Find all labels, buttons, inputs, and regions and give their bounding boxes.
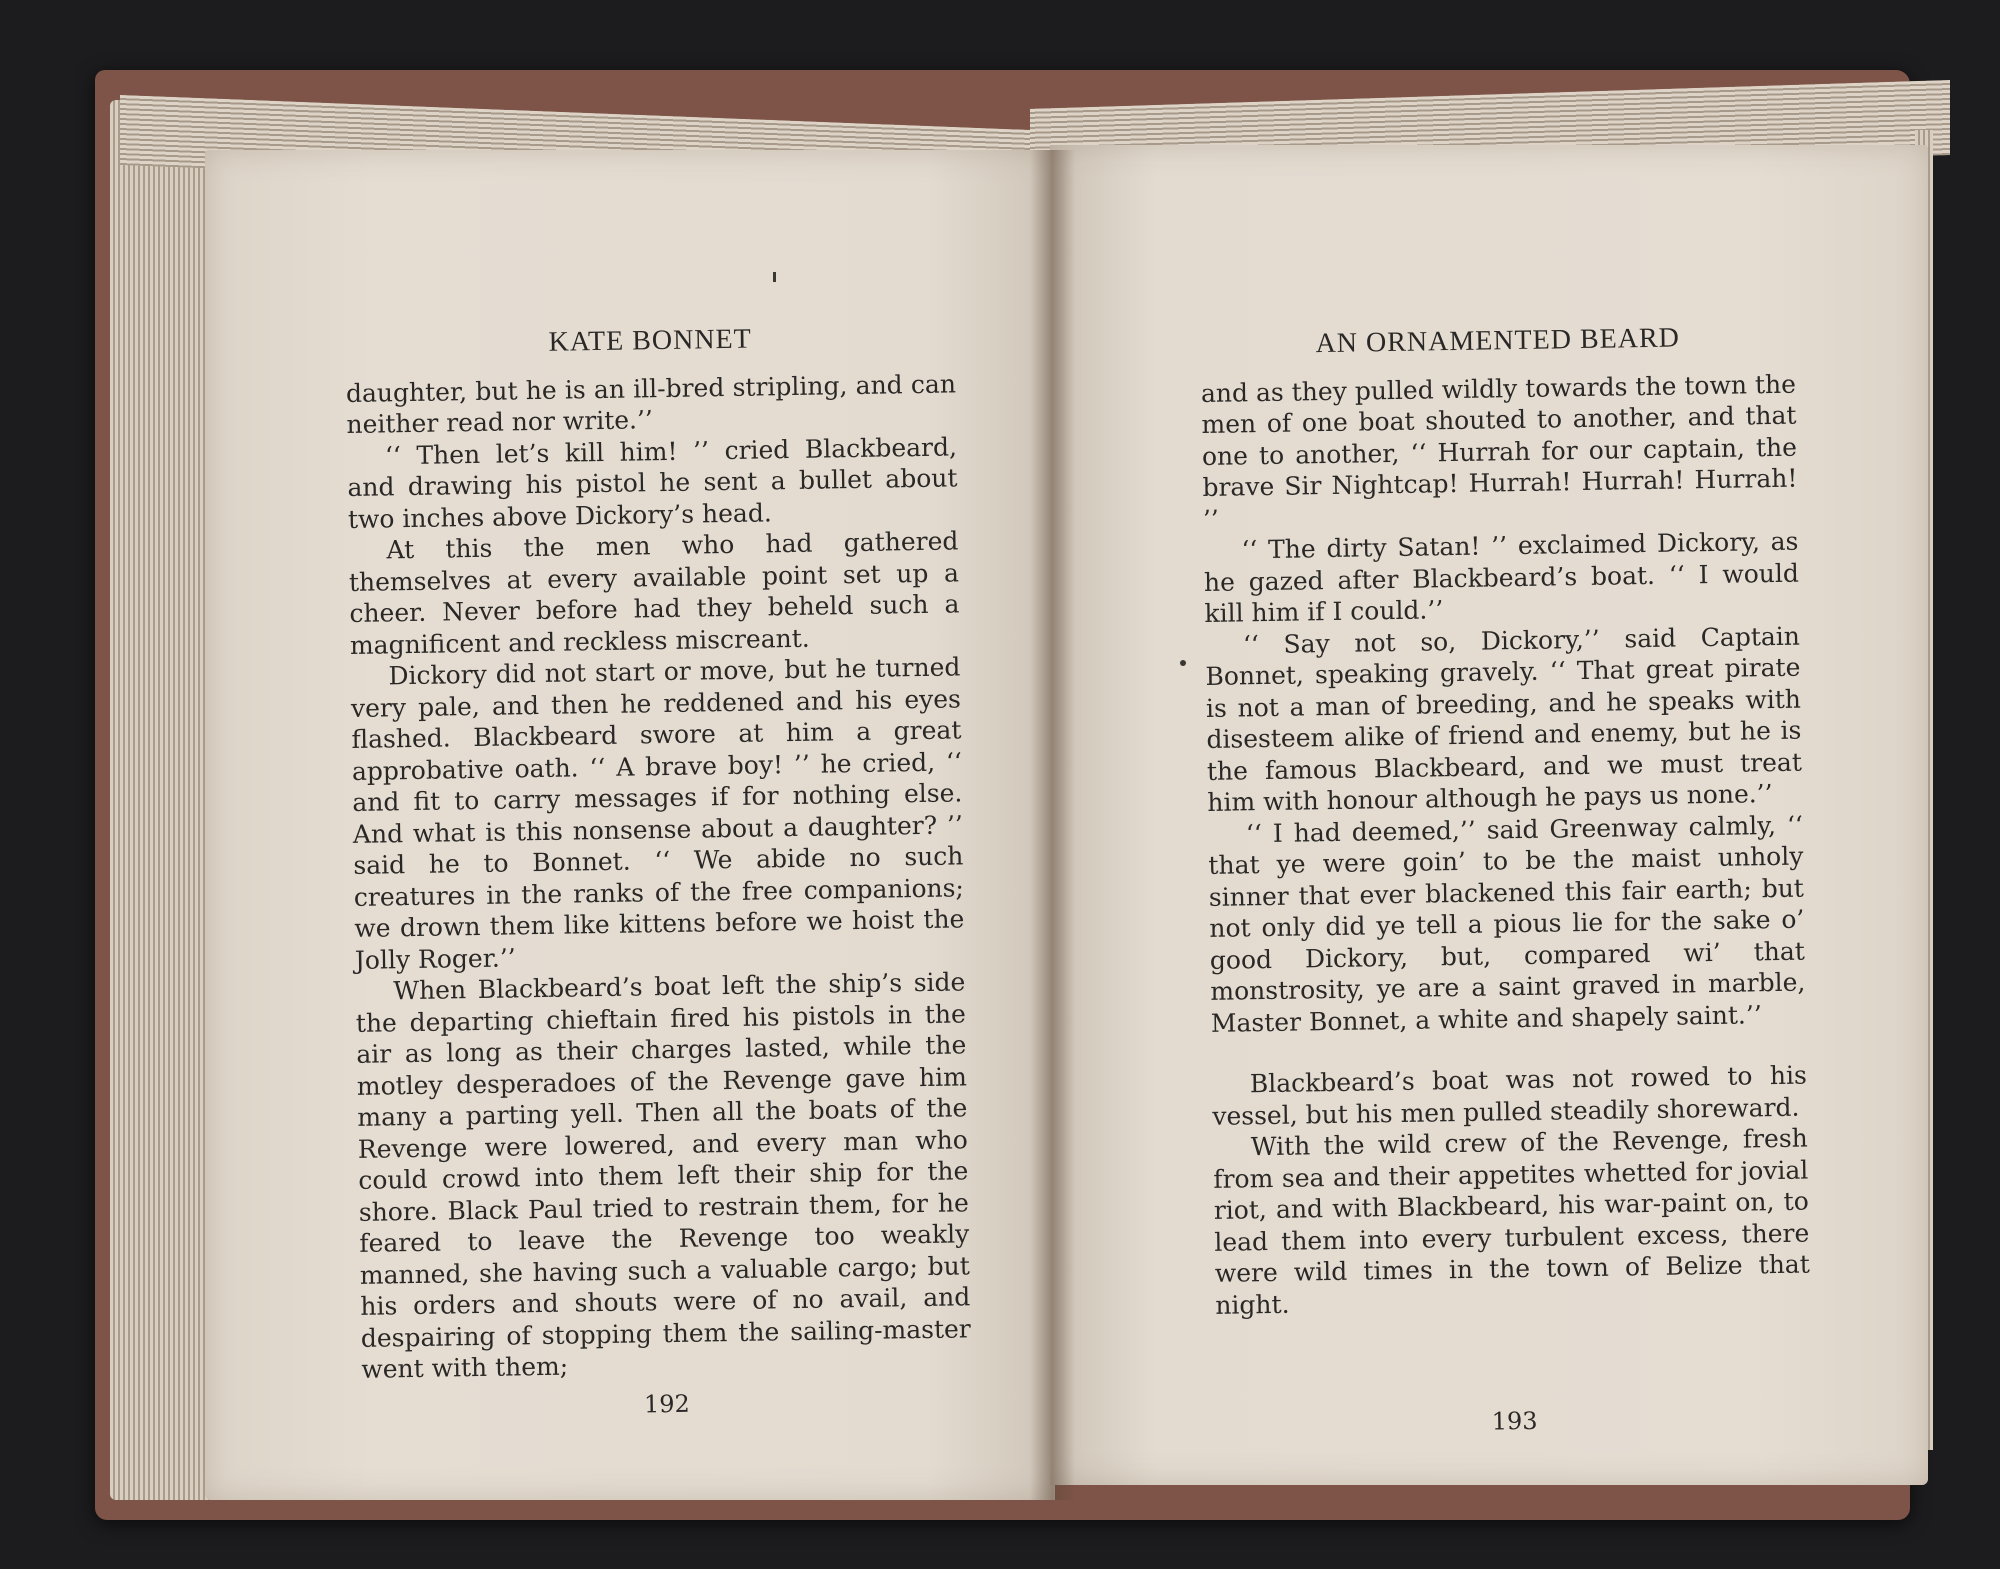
paragraph: and as they pulled wildly towards the town the men of one boat shouted to another, and that one to another, ‘‘ Hurrah for our captain, the brave Sir Nightcap! Hurrah! Hurrah! Hurrah! ’’ (1200, 369, 1798, 534)
left-page-text (345, 320, 972, 1424)
page-number: 192 (643, 1389, 691, 1418)
paragraph: At this the men who had gathered themselves at every available point set up a cheer. Never before had they beheld such a magnificent and reckless miscreant. (348, 526, 960, 660)
paragraph: daughter, but he is an ill-bred stripling, and can neither read nor write.’’ (345, 368, 957, 439)
page-number: 193 (1491, 1406, 1538, 1436)
paragraph: Blackbeard’s boat was not rowed to his vessel, but his men pulled steadily shoreward. (1212, 1060, 1808, 1131)
running-head: KATE BONNET (548, 323, 752, 358)
page-edges-left (110, 100, 220, 1500)
right-page-text (1200, 321, 1812, 1443)
ink-mark (773, 272, 776, 282)
paragraph: With the wild crew of the Revenge, fresh from sea and their appetites whetted for jovial riot, and with Blackbeard, his war-paint on, to lead them into every turbulent excess, there were wild times in the town of Belize that night. (1213, 1123, 1810, 1320)
running-head: AN ORNAMENTED BEARD (1315, 322, 1681, 360)
ink-dot (1180, 660, 1186, 666)
paragraph: When Blackbeard’s boat left the ship’s side the departing chieftain fired his pistols in the air as long as their charges lasted, while the motley desperadoes of the Revenge gave him many a parting yell. Then all the boats of the Revenge were lowered, and every man who could crowd into them left their ship for the shore. Black Paul tried to restrain them, for he feared to leave the Revenge too weakly manned, she having such a valuable cargo; but his orders and shouts were of no avail, and despairing of stopping them the sailing-master went with them; (355, 967, 971, 1384)
paragraph: ‘‘ Then let’s kill him! ’’ cried Blackbeard, and drawing his pistol he sent a bullet about two inches above Dickory’s head. (347, 431, 958, 534)
paragraph: Dickory did not start or move, but he turned very pale, and then he reddened and his eyes flashed. Blackbeard swore at him a great approbative oath. ‘‘ A brave boy! ’’ he cried, ‘‘ and fit to carry messages if for nothing else. And what is this nonsense about a daughter? ’’ said he to Bonnet. ‘‘ We abide no such creatures in the ranks of the free companions; we drown them like kittens before we hoist the Jolly Roger.’’ (350, 652, 965, 975)
paragraph: ‘‘ I had deemed,’’ said Greenway calmly, ‘‘ that ye were goin’ to be the maist unholy sinner that ever blackened this fair earth; but not only did ye tell a pious lie for the sake o’ good Dickory, but, compared wi’ that monstrosity, ye are a saint graved in marble, Master Bonnet, a white and shapely saint.’’ (1208, 810, 1806, 1038)
paragraph: ‘‘ The dirty Satan! ’’ exclaimed Dickory, as he gazed after Blackbeard’s boat. ‘‘ I would kill him if I could.’’ (1203, 526, 1800, 628)
book-gutter (1030, 150, 1075, 1500)
paragraph: ‘‘ Say not so, Dickory,’’ said Captain Bonnet, speaking gravely. ‘‘ That great pirate is not a man of breeding, and he speaks with disesteem alike of friend and enemy, but he is the famous Blackbeard, and we must treat him with honour although he pays us none.’’ (1205, 621, 1803, 817)
